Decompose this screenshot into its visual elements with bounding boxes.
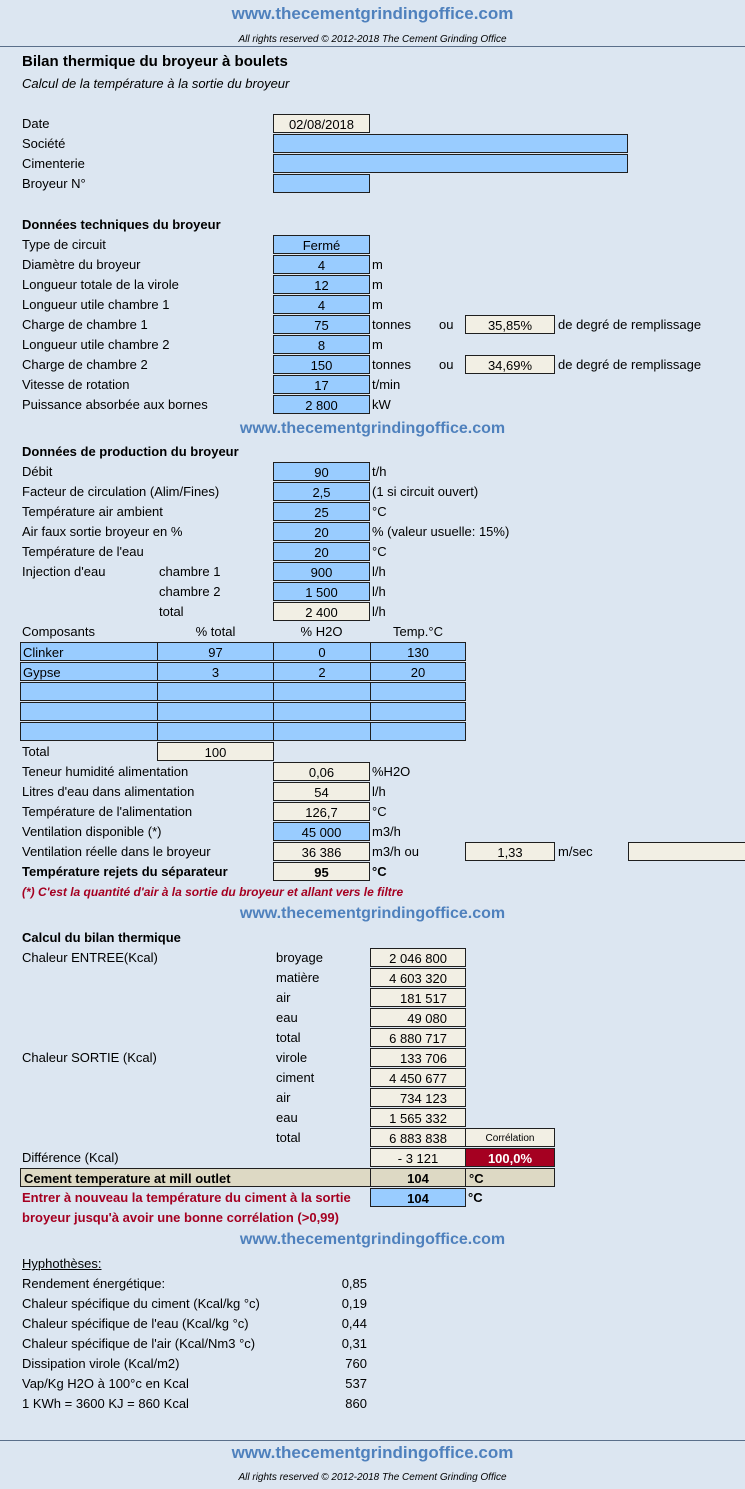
hypothesis-label: Chaleur spécifique de l'eau (Kcal/kg °c) <box>22 1316 249 1331</box>
balance-row-label: matière <box>276 970 320 985</box>
broyeur-label: Broyeur N° <box>22 176 86 191</box>
components-cell[interactable]: 130 <box>370 642 466 661</box>
air-speed-value: 1,33 <box>465 842 555 861</box>
tech-row-unit: m <box>372 277 383 292</box>
copyright-footer: All rights reserved © 2012-2018 The Cement Grinding Office <box>238 1472 507 1483</box>
outlet-label: Cement temperature at mill outlet <box>20 1168 466 1187</box>
hypothesis-value: 0,85 <box>341 1276 367 1291</box>
hypothesis-value: 860 <box>345 1396 367 1411</box>
injection-label: Injection d'eau <box>22 564 106 579</box>
components-cell[interactable] <box>157 702 274 721</box>
injection-row-label: total <box>159 604 184 619</box>
hypothesis-value: 537 <box>345 1376 367 1391</box>
components-header: % H2O <box>300 624 343 639</box>
tech-row-input[interactable]: 2 800 <box>273 395 370 414</box>
balance-row-value: 734 123 <box>370 1088 466 1107</box>
balance-row-value: 4 450 677 <box>370 1068 466 1087</box>
tech-row-label: Longueur totale de la virole <box>22 277 179 292</box>
balance-row-label: air <box>276 1090 291 1105</box>
balance-row-label: eau <box>276 1110 298 1125</box>
tech-row-label: Charge de chambre 2 <box>22 357 148 372</box>
balance-row-label: air <box>276 990 291 1005</box>
tech-row-input[interactable]: 75 <box>273 315 370 334</box>
tech-row-input[interactable]: 8 <box>273 335 370 354</box>
balance-row-label: broyage <box>276 950 323 965</box>
components-cell[interactable]: 0 <box>273 642 371 661</box>
tech-row-input[interactable]: 12 <box>273 275 370 294</box>
outlet-value: 104 <box>370 1168 466 1187</box>
tech-row-unit: t/min <box>372 377 401 392</box>
components-cell[interactable] <box>273 722 371 741</box>
tech-row-label: Charge de chambre 1 <box>22 317 148 332</box>
reenter-unit: °C <box>468 1190 483 1205</box>
balance-row-label: total <box>276 1130 301 1145</box>
ou-label: ou <box>439 357 454 372</box>
tech-row-unit: tonnes <box>372 357 412 372</box>
diff-label: Différence (Kcal) <box>22 1150 119 1165</box>
balance-row-value: 6 883 838 <box>370 1128 466 1147</box>
feed-row-value: 0,06 <box>273 762 370 781</box>
tech-heading: Données techniques du broyeur <box>22 217 221 232</box>
components-cell[interactable]: Clinker <box>20 642 158 661</box>
tech-row-label: Longueur utile chambre 1 <box>22 297 170 312</box>
extra-field <box>628 842 745 861</box>
page-subtitle: Calcul de la température à la sortie du broyeur <box>22 76 290 91</box>
prod-row-unit: t/h <box>372 464 387 479</box>
outlet-unit: °C <box>465 1168 555 1187</box>
components-cell[interactable]: 97 <box>157 642 274 661</box>
diff-value: - 3 121 <box>370 1148 466 1167</box>
feed-row-value[interactable]: 45 000 <box>273 822 370 841</box>
components-cell[interactable] <box>157 722 274 741</box>
feed-row-label: Température rejets du séparateur <box>22 864 228 879</box>
tech-row-label: Puissance absorbée aux bornes <box>22 397 208 412</box>
hypothesis-value: 760 <box>345 1356 367 1371</box>
feed-row-label: Litres d'eau dans alimentation <box>22 784 195 799</box>
hypothesis-label: Dissipation virole (Kcal/m2) <box>22 1356 180 1371</box>
tech-row-label: Longueur utile chambre 2 <box>22 337 170 352</box>
copyright-header: All rights reserved © 2012-2018 The Cement Grinding Office <box>238 34 507 45</box>
cimenterie-field[interactable] <box>273 154 628 173</box>
hypothesis-label: 1 KWh = 3600 KJ = 860 Kcal <box>22 1396 189 1411</box>
prod-row-input[interactable]: 90 <box>273 462 370 481</box>
tech-row-input[interactable]: 4 <box>273 295 370 314</box>
injection-row-unit: l/h <box>372 564 386 579</box>
hypothesis-label: Chaleur spécifique de l'air (Kcal/Nm3 °c) <box>22 1336 256 1351</box>
page-title: Bilan thermique du broyeur à boulets <box>22 53 288 70</box>
tech-row-label: Vitesse de rotation <box>22 377 130 392</box>
balance-row-value: 4 603 320 <box>370 968 466 987</box>
date-label: Date <box>22 116 50 131</box>
feed-row-unit: m3/h <box>372 824 401 839</box>
fill-chamber2: 34,69% <box>465 355 555 374</box>
injection-row-unit: l/h <box>372 604 386 619</box>
balance-row-value: 181 517 <box>370 988 466 1007</box>
balance-row-value: 1 565 332 <box>370 1108 466 1127</box>
tech-row-unit: kW <box>372 397 391 412</box>
prod-row-unit: °C <box>372 504 387 519</box>
feed-row-unit: %H2O <box>372 764 411 779</box>
fill-chamber1: 35,85% <box>465 315 555 334</box>
components-cell[interactable] <box>273 702 371 721</box>
hypothesis-value: 0,44 <box>341 1316 367 1331</box>
tech-row-input[interactable]: Fermé <box>273 235 370 254</box>
prod-row-unit: (1 si circuit ouvert) <box>372 484 479 499</box>
balance-row-value: 133 706 <box>370 1048 466 1067</box>
hypothesis-value: 0,31 <box>341 1336 367 1351</box>
cimenterie-label: Cimenterie <box>22 156 85 171</box>
hypothesis-label: Vap/Kg H2O à 100°c en Kcal <box>22 1376 189 1391</box>
hypothesis-value: 0,19 <box>341 1296 367 1311</box>
site-url-mid-2[interactable]: www.thecementgrindingoffice.com <box>239 905 506 922</box>
components-header: % total <box>195 624 236 639</box>
prod-row-input[interactable]: 2,5 <box>273 482 370 501</box>
balance-heading: Calcul du bilan thermique <box>22 930 181 945</box>
components-cell[interactable] <box>370 702 466 721</box>
components-cell[interactable]: 2 <box>273 662 371 681</box>
prod-heading: Données de production du broyeur <box>22 444 239 459</box>
balance-row-value: 2 046 800 <box>370 948 466 967</box>
components-cell[interactable] <box>20 722 158 741</box>
fill-label-1: de degré de remplissage <box>558 317 702 332</box>
site-url-header[interactable]: www.thecementgrindingoffice.com <box>231 4 514 23</box>
feed-row-label: Teneur humidité alimentation <box>22 764 189 779</box>
tech-row-unit: m <box>372 337 383 352</box>
ou-label: ou <box>439 317 454 332</box>
feed-row-value: 126,7 <box>273 802 370 821</box>
air-speed-unit: m/sec <box>558 844 593 859</box>
components-cell[interactable]: 20 <box>370 662 466 681</box>
reenter-input[interactable]: 104 <box>370 1188 466 1207</box>
feed-row-value: 54 <box>273 782 370 801</box>
tech-row-unit: tonnes <box>372 317 412 332</box>
balance-row-label: eau <box>276 1010 298 1025</box>
balance-row-label: virole <box>276 1050 308 1065</box>
tech-row-unit: m <box>372 257 383 272</box>
societe-label: Société <box>22 136 66 151</box>
components-header: Temp.°C <box>393 624 443 639</box>
tech-row-input[interactable]: 150 <box>273 355 370 374</box>
prod-row-label: Température air ambient <box>22 504 163 519</box>
tech-row-label: Type de circuit <box>22 237 106 252</box>
tech-row-label: Diamètre du broyeur <box>22 257 141 272</box>
feed-row-value: 36 386 <box>273 842 370 861</box>
injection-row-value[interactable]: 900 <box>273 562 370 581</box>
balance-row-value: 6 880 717 <box>370 1028 466 1047</box>
fill-label-2: de degré de remplissage <box>558 357 702 372</box>
components-cell[interactable]: Gypse <box>20 662 158 681</box>
components-cell[interactable] <box>370 682 466 701</box>
components-header: Composants <box>22 624 95 639</box>
prod-row-label: Débit <box>22 464 53 479</box>
hypothesis-label: Chaleur spécifique du ciment (Kcal/kg °c) <box>22 1296 260 1311</box>
total-label: Total <box>22 744 50 759</box>
correlation-header: Corrélation <box>465 1128 555 1147</box>
prod-row-unit: °C <box>372 544 387 559</box>
feed-row-unit: l/h <box>372 784 386 799</box>
site-url-footer[interactable]: www.thecementgrindingoffice.com <box>231 1443 514 1462</box>
injection-row-label: chambre 1 <box>159 564 221 579</box>
prod-row-label: Air faux sortie broyeur en % <box>22 524 183 539</box>
components-cell[interactable] <box>273 682 371 701</box>
injection-row-value: 2 400 <box>273 602 370 621</box>
feed-row-label: Ventilation réelle dans le broyeur <box>22 844 211 859</box>
correlation-value: 100,0% <box>465 1148 555 1167</box>
divider <box>0 1440 745 1441</box>
prod-row-input[interactable]: 25 <box>273 502 370 521</box>
site-url-mid-1[interactable]: www.thecementgrindingoffice.com <box>239 420 506 437</box>
site-url-mid-3[interactable]: www.thecementgrindingoffice.com <box>239 1231 506 1248</box>
total-value: 100 <box>157 742 274 761</box>
components-cell[interactable] <box>20 682 158 701</box>
balance-row-value: 49 080 <box>370 1008 466 1027</box>
divider <box>0 46 745 47</box>
prod-row-input[interactable]: 20 <box>273 522 370 541</box>
components-cell[interactable] <box>370 722 466 741</box>
prod-row-label: Température de l'eau <box>22 544 144 559</box>
prod-row-unit: % (valeur usuelle: 15%) <box>372 524 510 539</box>
broyeur-field[interactable] <box>273 174 370 193</box>
injection-row-unit: l/h <box>372 584 386 599</box>
heat-in-label: Chaleur ENTREE(Kcal) <box>22 950 158 965</box>
hypotheses-heading: Hyphothèses: <box>22 1256 102 1271</box>
injection-row-label: chambre 2 <box>159 584 221 599</box>
reenter-line2: broyeur jusqu'à avoir une bonne corrélation (>0,99) <box>22 1210 339 1225</box>
tech-row-input[interactable]: 4 <box>273 255 370 274</box>
balance-row-label: total <box>276 1030 301 1045</box>
components-cell[interactable] <box>157 682 274 701</box>
ventilation-note: (*) C'est la quantité d'air à la sortie du broyeur et allant vers le filtre <box>22 885 404 899</box>
injection-row-value[interactable]: 1 500 <box>273 582 370 601</box>
hypothesis-label: Rendement énergétique: <box>22 1276 166 1291</box>
prod-row-label: Facteur de circulation (Alim/Fines) <box>22 484 220 499</box>
feed-row-unit: °C <box>372 864 387 879</box>
tech-row-unit: m <box>372 297 383 312</box>
feed-row-value: 95 <box>273 862 370 881</box>
heat-out-label: Chaleur SORTIE (Kcal) <box>22 1050 157 1065</box>
societe-field[interactable] <box>273 134 628 153</box>
feed-row-unit: °C <box>372 804 387 819</box>
balance-row-label: ciment <box>276 1070 315 1085</box>
feed-row-unit: m3/h ou <box>372 844 419 859</box>
feed-row-label: Ventilation disponible (*) <box>22 824 162 839</box>
feed-row-label: Température de l'alimentation <box>22 804 193 819</box>
tech-row-input[interactable]: 17 <box>273 375 370 394</box>
components-cell[interactable] <box>20 702 158 721</box>
reenter-line1: Entrer à nouveau la température du ciment à la sortie <box>22 1190 351 1205</box>
prod-row-input[interactable]: 20 <box>273 542 370 561</box>
date-field[interactable]: 02/08/2018 <box>273 114 370 133</box>
components-cell[interactable]: 3 <box>157 662 274 681</box>
